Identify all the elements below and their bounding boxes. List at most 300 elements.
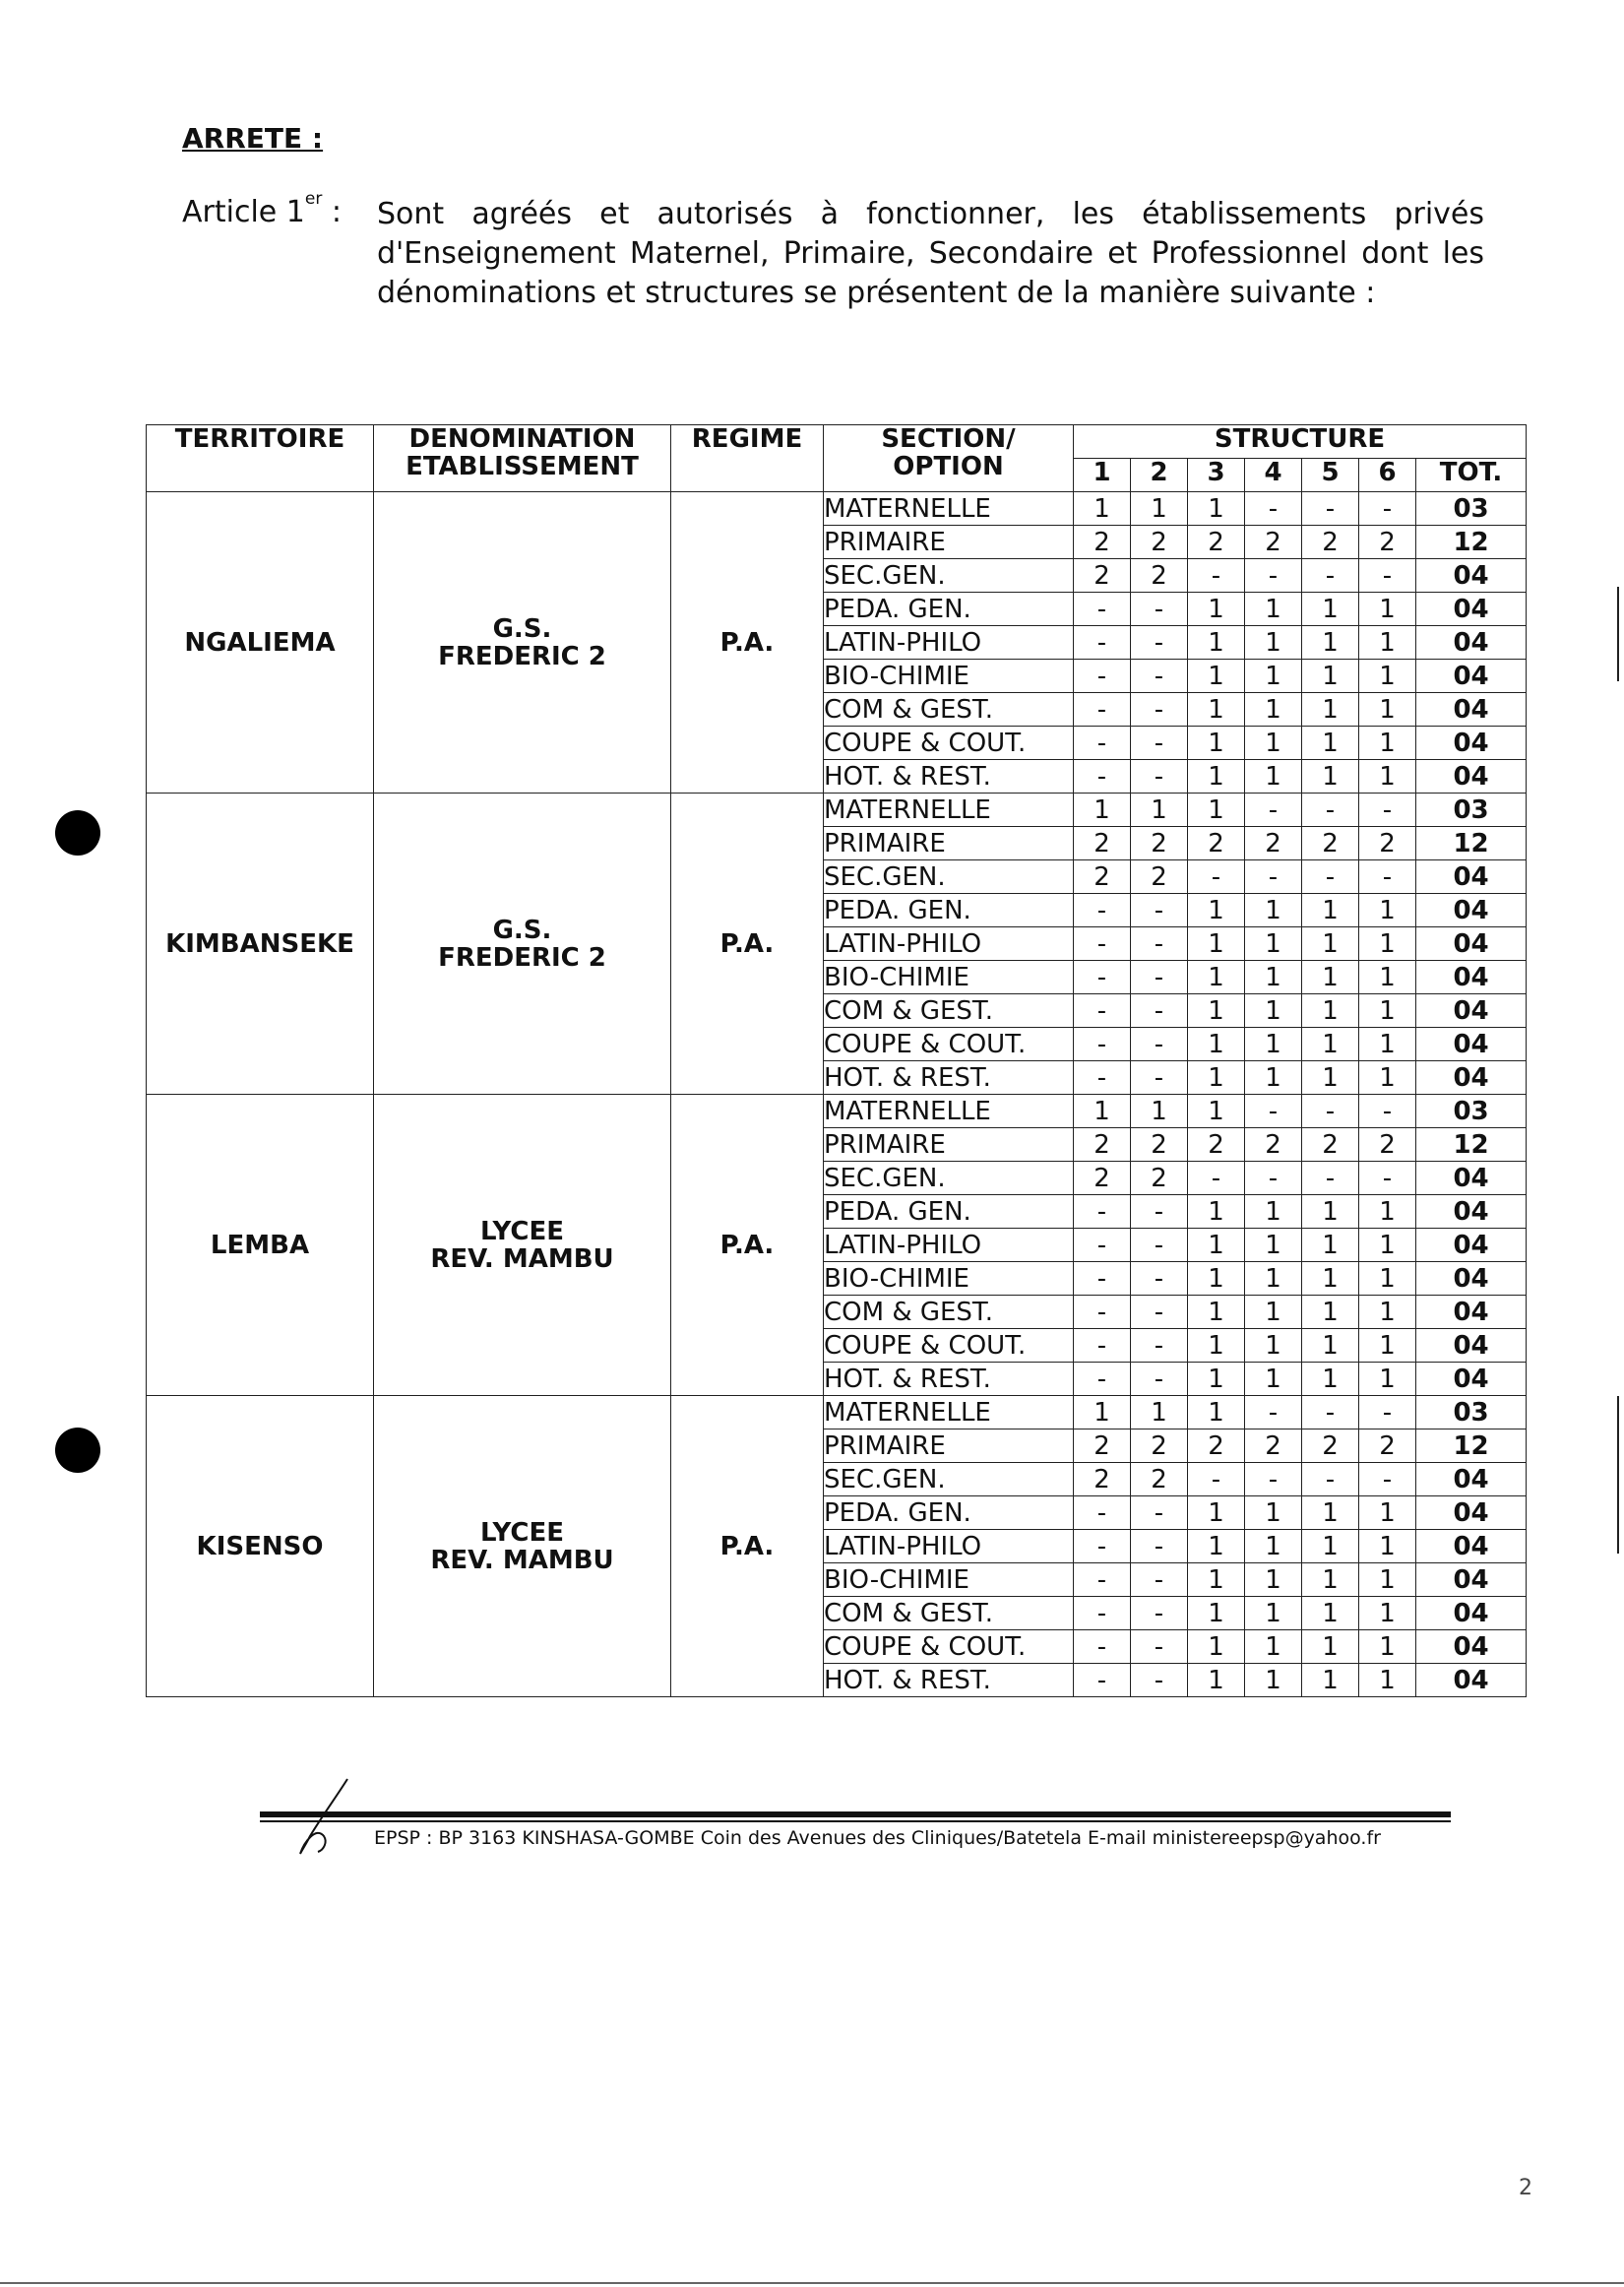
header-level-4: 4	[1245, 459, 1302, 492]
level-4-cell: 1	[1245, 1630, 1302, 1664]
level-6-cell: -	[1359, 1162, 1416, 1195]
regime-cell: P.A.	[671, 1396, 824, 1697]
level-6-cell: -	[1359, 1095, 1416, 1128]
level-4-cell: 1	[1245, 1262, 1302, 1296]
level-4-cell: 1	[1245, 660, 1302, 693]
header-level-6: 6	[1359, 459, 1416, 492]
level-4-cell: 1	[1245, 1296, 1302, 1329]
level-2-cell: 2	[1131, 1162, 1188, 1195]
level-4-cell: -	[1245, 1095, 1302, 1128]
level-4-cell: 1	[1245, 1496, 1302, 1530]
level-2-cell: -	[1131, 994, 1188, 1028]
level-1-cell: -	[1074, 1296, 1131, 1329]
level-6-cell: -	[1359, 794, 1416, 827]
level-5-cell: -	[1302, 492, 1359, 526]
level-5-cell: 1	[1302, 1563, 1359, 1597]
level-2-cell: -	[1131, 1195, 1188, 1229]
level-5-cell: 1	[1302, 1329, 1359, 1363]
level-5-cell: 1	[1302, 1363, 1359, 1396]
table-row	[147, 1095, 1527, 1128]
section-option-cell: COM & GEST.	[824, 1597, 1074, 1630]
level-3-cell: 1	[1188, 1530, 1245, 1563]
level-3-cell: 1	[1188, 660, 1245, 693]
section-option-cell: MATERNELLE	[824, 794, 1074, 827]
level-1-cell: 2	[1074, 827, 1131, 860]
total-cell: 04	[1416, 693, 1527, 727]
header-level-1: 1	[1074, 459, 1131, 492]
level-1-cell: 1	[1074, 1095, 1131, 1128]
level-6-cell: 1	[1359, 1530, 1416, 1563]
level-5-cell: 1	[1302, 1296, 1359, 1329]
scan-edge-mark	[1617, 1396, 1619, 1554]
level-2-cell: -	[1131, 1597, 1188, 1630]
territoire-cell: KIMBANSEKE	[147, 794, 374, 1095]
level-1-cell: -	[1074, 727, 1131, 760]
total-cell: 04	[1416, 1363, 1527, 1396]
total-cell: 12	[1416, 1128, 1527, 1162]
total-cell: 04	[1416, 559, 1527, 593]
level-6-cell: 1	[1359, 1363, 1416, 1396]
level-3-cell: 1	[1188, 727, 1245, 760]
level-5-cell: 2	[1302, 827, 1359, 860]
level-5-cell: 1	[1302, 1496, 1359, 1530]
section-option-cell: SEC.GEN.	[824, 1463, 1074, 1496]
section-option-cell: BIO-CHIMIE	[824, 961, 1074, 994]
level-5-cell: 1	[1302, 1262, 1359, 1296]
header-denomination: DENOMINATION ETABLISSEMENT	[374, 425, 671, 492]
level-3-cell: 1	[1188, 1095, 1245, 1128]
level-3-cell: 1	[1188, 626, 1245, 660]
level-6-cell: 2	[1359, 526, 1416, 559]
level-2-cell: -	[1131, 660, 1188, 693]
level-3-cell: 1	[1188, 492, 1245, 526]
level-6-cell: -	[1359, 1396, 1416, 1429]
table-row	[147, 492, 1527, 526]
scan-bottom-line	[0, 2282, 1624, 2284]
total-cell: 04	[1416, 1195, 1527, 1229]
decree-heading: ARRETE :	[182, 122, 324, 155]
footer-rule-thin	[260, 1820, 1451, 1822]
total-cell: 04	[1416, 760, 1527, 794]
section-option-cell: PRIMAIRE	[824, 526, 1074, 559]
level-3-cell: 2	[1188, 827, 1245, 860]
level-4-cell: -	[1245, 559, 1302, 593]
level-3-cell: 1	[1188, 961, 1245, 994]
level-4-cell: 1	[1245, 760, 1302, 794]
article-body: Sont agréés et autorisés à fonctionner, les établissements privés d'Enseignement Maternel, Primaire, Secondaire et Professionnel dont les dénominations et structures se présentent de la manière suivante :	[377, 197, 1484, 310]
level-2-cell: -	[1131, 1296, 1188, 1329]
total-cell: 04	[1416, 626, 1527, 660]
level-6-cell: 1	[1359, 1195, 1416, 1229]
level-3-cell: 1	[1188, 1664, 1245, 1697]
level-4-cell: 1	[1245, 927, 1302, 961]
section-option-cell: PRIMAIRE	[824, 1429, 1074, 1463]
level-4-cell: -	[1245, 794, 1302, 827]
level-3-cell: 1	[1188, 1597, 1245, 1630]
level-5-cell: 1	[1302, 1061, 1359, 1095]
header-territoire: TERRITOIRE	[147, 425, 374, 492]
level-1-cell: -	[1074, 693, 1131, 727]
level-1-cell: 2	[1074, 1429, 1131, 1463]
section-option-cell: LATIN-PHILO	[824, 1229, 1074, 1262]
level-4-cell: 2	[1245, 827, 1302, 860]
level-6-cell: 1	[1359, 994, 1416, 1028]
total-cell: 04	[1416, 1229, 1527, 1262]
level-4-cell: 1	[1245, 1229, 1302, 1262]
level-5-cell: 1	[1302, 760, 1359, 794]
level-4-cell: 1	[1245, 1195, 1302, 1229]
level-3-cell: 1	[1188, 1396, 1245, 1429]
level-2-cell: -	[1131, 1061, 1188, 1095]
level-1-cell: 2	[1074, 860, 1131, 894]
level-3-cell: 1	[1188, 1229, 1245, 1262]
schools-structure-table	[146, 424, 1527, 1697]
level-5-cell: -	[1302, 1396, 1359, 1429]
section-option-cell: SEC.GEN.	[824, 860, 1074, 894]
level-6-cell: 1	[1359, 760, 1416, 794]
level-5-cell: 1	[1302, 927, 1359, 961]
section-option-cell: COM & GEST.	[824, 1296, 1074, 1329]
level-5-cell: 1	[1302, 961, 1359, 994]
level-5-cell: 1	[1302, 660, 1359, 693]
section-option-cell: MATERNELLE	[824, 492, 1074, 526]
article-label-text: Article 1	[182, 195, 305, 229]
level-6-cell: 1	[1359, 1061, 1416, 1095]
level-2-cell: -	[1131, 1028, 1188, 1061]
level-6-cell: -	[1359, 1463, 1416, 1496]
level-6-cell: 1	[1359, 927, 1416, 961]
level-3-cell: 1	[1188, 760, 1245, 794]
level-6-cell: 1	[1359, 1262, 1416, 1296]
level-4-cell: 1	[1245, 1530, 1302, 1563]
section-option-cell: HOT. & REST.	[824, 1061, 1074, 1095]
etablissement-cell: G.S. FREDERIC 2	[374, 794, 671, 1095]
level-5-cell: 1	[1302, 1530, 1359, 1563]
level-2-cell: -	[1131, 593, 1188, 626]
table-row	[147, 1396, 1527, 1429]
total-cell: 03	[1416, 794, 1527, 827]
level-2-cell: -	[1131, 626, 1188, 660]
level-2-cell: -	[1131, 1329, 1188, 1363]
level-1-cell: -	[1074, 1530, 1131, 1563]
level-3-cell: 1	[1188, 794, 1245, 827]
level-2-cell: -	[1131, 1229, 1188, 1262]
section-option-cell: LATIN-PHILO	[824, 626, 1074, 660]
level-2-cell: -	[1131, 1630, 1188, 1664]
territoire-cell: NGALIEMA	[147, 492, 374, 794]
territoire-cell: LEMBA	[147, 1095, 374, 1396]
level-3-cell: 1	[1188, 994, 1245, 1028]
header-total: TOT.	[1416, 459, 1527, 492]
level-4-cell: -	[1245, 492, 1302, 526]
level-1-cell: 2	[1074, 526, 1131, 559]
total-cell: 04	[1416, 727, 1527, 760]
level-2-cell: 2	[1131, 559, 1188, 593]
section-option-cell: BIO-CHIMIE	[824, 660, 1074, 693]
level-3-cell: 1	[1188, 1496, 1245, 1530]
level-2-cell: 2	[1131, 1463, 1188, 1496]
total-cell: 03	[1416, 1095, 1527, 1128]
level-2-cell: -	[1131, 1563, 1188, 1597]
level-2-cell: -	[1131, 693, 1188, 727]
table-body	[147, 492, 1527, 1697]
level-6-cell: 2	[1359, 1429, 1416, 1463]
level-3-cell: 1	[1188, 1195, 1245, 1229]
section-option-cell: PRIMAIRE	[824, 1128, 1074, 1162]
level-3-cell: 1	[1188, 1329, 1245, 1363]
level-2-cell: -	[1131, 760, 1188, 794]
level-2-cell: -	[1131, 1530, 1188, 1563]
total-cell: 03	[1416, 492, 1527, 526]
level-3-cell: 1	[1188, 693, 1245, 727]
level-1-cell: -	[1074, 1262, 1131, 1296]
level-3-cell: 1	[1188, 1630, 1245, 1664]
level-6-cell: 1	[1359, 1597, 1416, 1630]
total-cell: 04	[1416, 1162, 1527, 1195]
level-4-cell: 2	[1245, 1128, 1302, 1162]
level-1-cell: -	[1074, 894, 1131, 927]
level-4-cell: -	[1245, 1463, 1302, 1496]
total-cell: 12	[1416, 1429, 1527, 1463]
level-6-cell: -	[1359, 492, 1416, 526]
level-3-cell: -	[1188, 860, 1245, 894]
level-2-cell: 2	[1131, 526, 1188, 559]
level-2-cell: 2	[1131, 1128, 1188, 1162]
level-5-cell: -	[1302, 559, 1359, 593]
level-5-cell: 1	[1302, 894, 1359, 927]
regime-cell: P.A.	[671, 1095, 824, 1396]
level-3-cell: 2	[1188, 1429, 1245, 1463]
level-1-cell: -	[1074, 1363, 1131, 1396]
total-cell: 04	[1416, 1329, 1527, 1363]
level-6-cell: 1	[1359, 1496, 1416, 1530]
level-3-cell: -	[1188, 1463, 1245, 1496]
territoire-cell: KISENSO	[147, 1396, 374, 1697]
level-5-cell: 1	[1302, 727, 1359, 760]
level-5-cell: 2	[1302, 1429, 1359, 1463]
page-number: 2	[1519, 2176, 1532, 2200]
footer-address: EPSP : BP 3163 KINSHASA-GOMBE Coin des Avenues des Cliniques/Batetela E-mail ministereepsp@yahoo.fr	[374, 1827, 1381, 1849]
level-6-cell: 1	[1359, 961, 1416, 994]
level-1-cell: 1	[1074, 1396, 1131, 1429]
level-3-cell: 2	[1188, 1128, 1245, 1162]
level-4-cell: 1	[1245, 593, 1302, 626]
level-6-cell: 1	[1359, 1028, 1416, 1061]
level-1-cell: -	[1074, 1597, 1131, 1630]
total-cell: 04	[1416, 894, 1527, 927]
level-3-cell: 1	[1188, 593, 1245, 626]
level-2-cell: 2	[1131, 827, 1188, 860]
level-6-cell: 1	[1359, 626, 1416, 660]
level-3-cell: 1	[1188, 1363, 1245, 1396]
level-5-cell: 1	[1302, 593, 1359, 626]
level-5-cell: 2	[1302, 526, 1359, 559]
section-option-cell: PEDA. GEN.	[824, 894, 1074, 927]
level-5-cell: 1	[1302, 1664, 1359, 1697]
article-label	[182, 189, 342, 229]
total-cell: 04	[1416, 860, 1527, 894]
level-2-cell: 2	[1131, 1429, 1188, 1463]
total-cell: 04	[1416, 1630, 1527, 1664]
level-1-cell: -	[1074, 961, 1131, 994]
article-label-colon: :	[322, 195, 342, 229]
total-cell: 04	[1416, 927, 1527, 961]
level-1-cell: 2	[1074, 1128, 1131, 1162]
header-level-3: 3	[1188, 459, 1245, 492]
level-1-cell: -	[1074, 1496, 1131, 1530]
total-cell: 12	[1416, 526, 1527, 559]
level-6-cell: 1	[1359, 660, 1416, 693]
level-5-cell: 1	[1302, 1630, 1359, 1664]
total-cell: 04	[1416, 1597, 1527, 1630]
total-cell: 04	[1416, 1028, 1527, 1061]
level-3-cell: 1	[1188, 1061, 1245, 1095]
level-1-cell: -	[1074, 1329, 1131, 1363]
level-4-cell: 1	[1245, 693, 1302, 727]
section-option-cell: COUPE & COUT.	[824, 1329, 1074, 1363]
total-cell: 03	[1416, 1396, 1527, 1429]
level-1-cell: -	[1074, 1229, 1131, 1262]
level-6-cell: 1	[1359, 693, 1416, 727]
level-1-cell: -	[1074, 1630, 1131, 1664]
level-4-cell: 2	[1245, 1429, 1302, 1463]
section-option-cell: MATERNELLE	[824, 1095, 1074, 1128]
total-cell: 04	[1416, 1496, 1527, 1530]
level-6-cell: 1	[1359, 1296, 1416, 1329]
level-4-cell: 1	[1245, 1028, 1302, 1061]
level-1-cell: -	[1074, 593, 1131, 626]
section-option-cell: COUPE & COUT.	[824, 1028, 1074, 1061]
section-option-cell: COM & GEST.	[824, 994, 1074, 1028]
level-2-cell: -	[1131, 1496, 1188, 1530]
level-1-cell: 2	[1074, 559, 1131, 593]
level-3-cell: 1	[1188, 1563, 1245, 1597]
level-1-cell: -	[1074, 927, 1131, 961]
level-4-cell: -	[1245, 1162, 1302, 1195]
level-1-cell: -	[1074, 994, 1131, 1028]
level-4-cell: 1	[1245, 1329, 1302, 1363]
total-cell: 04	[1416, 1262, 1527, 1296]
footer-rule-thick	[260, 1811, 1451, 1817]
level-2-cell: -	[1131, 1664, 1188, 1697]
section-option-cell: MATERNELLE	[824, 1396, 1074, 1429]
level-6-cell: 2	[1359, 827, 1416, 860]
section-option-cell: PRIMAIRE	[824, 827, 1074, 860]
level-2-cell: -	[1131, 894, 1188, 927]
level-3-cell: 1	[1188, 1296, 1245, 1329]
level-5-cell: 1	[1302, 626, 1359, 660]
level-4-cell: 1	[1245, 1664, 1302, 1697]
etablissement-cell: LYCEE REV. MAMBU	[374, 1095, 671, 1396]
etablissement-cell: LYCEE REV. MAMBU	[374, 1396, 671, 1697]
level-5-cell: 1	[1302, 1229, 1359, 1262]
level-4-cell: 1	[1245, 1061, 1302, 1095]
regime-cell: P.A.	[671, 794, 824, 1095]
section-option-cell: HOT. & REST.	[824, 1363, 1074, 1396]
level-3-cell: 1	[1188, 1028, 1245, 1061]
level-6-cell: 1	[1359, 593, 1416, 626]
level-2-cell: -	[1131, 1262, 1188, 1296]
total-cell: 04	[1416, 994, 1527, 1028]
level-6-cell: 1	[1359, 727, 1416, 760]
total-cell: 04	[1416, 961, 1527, 994]
level-4-cell: 1	[1245, 994, 1302, 1028]
regime-cell: P.A.	[671, 492, 824, 794]
level-6-cell: 1	[1359, 1664, 1416, 1697]
level-4-cell: 2	[1245, 526, 1302, 559]
total-cell: 12	[1416, 827, 1527, 860]
level-4-cell: 1	[1245, 727, 1302, 760]
section-option-cell: HOT. & REST.	[824, 760, 1074, 794]
level-3-cell: 1	[1188, 894, 1245, 927]
level-5-cell: 1	[1302, 1028, 1359, 1061]
level-6-cell: 1	[1359, 1563, 1416, 1597]
level-6-cell: -	[1359, 559, 1416, 593]
level-6-cell: 2	[1359, 1128, 1416, 1162]
section-option-cell: SEC.GEN.	[824, 559, 1074, 593]
level-5-cell: 2	[1302, 1128, 1359, 1162]
level-5-cell: -	[1302, 1463, 1359, 1496]
level-1-cell: -	[1074, 626, 1131, 660]
level-3-cell: 1	[1188, 1262, 1245, 1296]
level-1-cell: -	[1074, 1664, 1131, 1697]
level-2-cell: -	[1131, 961, 1188, 994]
level-1-cell: 1	[1074, 794, 1131, 827]
level-3-cell: 2	[1188, 526, 1245, 559]
level-1-cell: 1	[1074, 492, 1131, 526]
level-2-cell: -	[1131, 1363, 1188, 1396]
header-level-2: 2	[1131, 459, 1188, 492]
level-6-cell: 1	[1359, 1329, 1416, 1363]
level-4-cell: 1	[1245, 1363, 1302, 1396]
level-5-cell: 1	[1302, 994, 1359, 1028]
section-option-cell: COM & GEST.	[824, 693, 1074, 727]
section-option-cell: COUPE & COUT.	[824, 1630, 1074, 1664]
level-1-cell: -	[1074, 1195, 1131, 1229]
level-6-cell: 1	[1359, 1229, 1416, 1262]
level-3-cell: -	[1188, 559, 1245, 593]
level-2-cell: -	[1131, 727, 1188, 760]
table-row	[147, 794, 1527, 827]
section-option-cell: SEC.GEN.	[824, 1162, 1074, 1195]
level-5-cell: -	[1302, 860, 1359, 894]
level-1-cell: -	[1074, 1563, 1131, 1597]
header-section-option: SECTION/ OPTION	[824, 425, 1074, 492]
section-option-cell: LATIN-PHILO	[824, 927, 1074, 961]
section-option-cell: BIO-CHIMIE	[824, 1563, 1074, 1597]
level-3-cell: -	[1188, 1162, 1245, 1195]
total-cell: 04	[1416, 1061, 1527, 1095]
level-5-cell: 1	[1302, 1597, 1359, 1630]
section-option-cell: BIO-CHIMIE	[824, 1262, 1074, 1296]
total-cell: 04	[1416, 1296, 1527, 1329]
total-cell: 04	[1416, 593, 1527, 626]
level-2-cell: 2	[1131, 860, 1188, 894]
level-1-cell: -	[1074, 1061, 1131, 1095]
level-6-cell: 1	[1359, 894, 1416, 927]
level-1-cell: -	[1074, 760, 1131, 794]
level-4-cell: 1	[1245, 1597, 1302, 1630]
level-2-cell: 1	[1131, 1095, 1188, 1128]
level-4-cell: -	[1245, 1396, 1302, 1429]
total-cell: 04	[1416, 1530, 1527, 1563]
level-3-cell: 1	[1188, 927, 1245, 961]
level-2-cell: 1	[1131, 794, 1188, 827]
etablissement-cell: G.S. FREDERIC 2	[374, 492, 671, 794]
level-1-cell: 2	[1074, 1463, 1131, 1496]
level-4-cell: 1	[1245, 894, 1302, 927]
level-6-cell: -	[1359, 860, 1416, 894]
